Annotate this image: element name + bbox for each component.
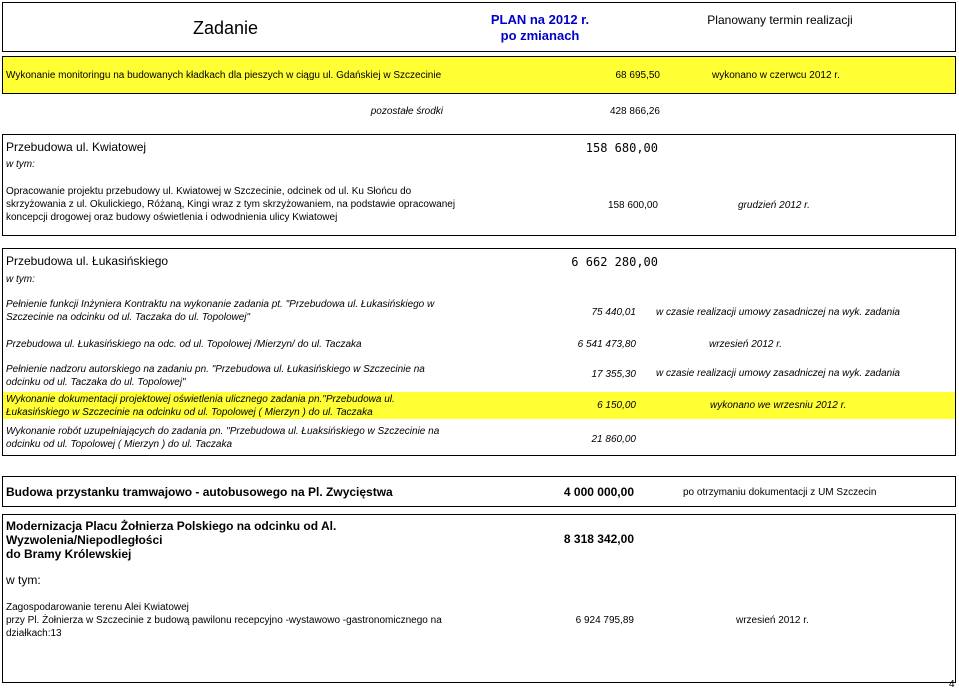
lukasinskiego-item3-line1: Pełnienie nadzoru autorskiego na zadaniu pn. "Przebudowa ul. Łukasińskiego w Szczecinie na (6, 364, 425, 375)
kwiatowa-desc-3: koncepcji drogowej oraz budowy oświetlenia i odwodnienia ulicy Kwiatowej (6, 212, 338, 223)
lukasinskiego-item1-line2: Szczecinie na odcinku od ul. Taczaka do ul. Topolowej" (6, 312, 251, 323)
wyzwolenia-title-2: Wyzwolenia/Niepodległości (6, 533, 163, 547)
lukasinskiego-item4-term: wykonano we wrzesniu 2012 r. (710, 400, 847, 411)
kwiatowa-title: Przebudowa ul. Kwiatowej (6, 140, 147, 154)
lukasinskiego-item4-line2: Łukasińskiego w Szczecinie na odcinku od ul. Topolowej ( Mierzyn ) do ul. Taczaka (6, 407, 373, 418)
tram-term: po otrzymaniu dokumentacji z UM Szczecin (683, 487, 877, 498)
lukasinskiego-item3-line2: odcinku od ul. Taczaka do ul. Topolowej" (6, 377, 186, 388)
lukasinskiego-item3-term: w czasie realizacji umowy zasadniczej na wyk. zadania (656, 368, 900, 379)
monitoring-task: Wykonanie monitoringu na budowanych kładkach dla pieszych w ciągu ul. Gdańskiej w Szczecinie (6, 70, 442, 81)
wyzwolenia-wtym: w tym: (6, 573, 41, 587)
lukasinskiego-item5-amount: 21 860,00 (591, 434, 636, 445)
lukasinskiego-item2-text: Przebudowa ul. Łukasińskiego na odc. od ul. Topolowej /Mierzyn/ do ul. Taczaka (6, 339, 362, 350)
wyzwolenia-item-amount: 6 924 795,89 (575, 615, 634, 626)
kwiatowa-desc-2: skrzyżowania z ul. Okulickiego, Różaną, Kingi wraz z tym skrzyżowaniem, na podstawie opracowanej (6, 199, 456, 210)
lukasinskiego-title: Przebudowa ul. Łukasińskiego (6, 254, 169, 268)
header-plan-label-2: po zmianach (500, 28, 580, 43)
lukasinskiego-wtym: w tym: (6, 274, 35, 285)
lukasinskiego-amount: 6 662 280,00 (571, 255, 658, 269)
lukasinskiego-item4-line1: Wykonanie dokumentacji projektowej oświetlenia ulicznego zadania pn."Przebudowa ul. (6, 394, 395, 405)
lukasinskiego-item3-amount: 17 355,30 (591, 369, 636, 380)
lukasinskiego-item4-amount: 6 150,00 (597, 400, 636, 411)
page-number: 4 (949, 679, 955, 690)
wyzwolenia-item-line2: przy Pl. Żołnierza w Szczecinie z budową pawilonu recepcyjno -wystawowo -gastronomicznego na (6, 615, 442, 626)
lukasinskiego-item5-line1: Wykonanie robót uzupełniających do zadania pn. "Przebudowa ul. Łuaksińskiego w Szczecinie na (6, 426, 440, 437)
wyzwolenia-item-line3: działkach:13 (6, 628, 62, 639)
remaining-label: pozostałe środki (370, 106, 443, 117)
wyzwolenia-item-line1: Zagospodarowanie terenu Alei Kwiatowej (6, 602, 189, 613)
tram-title: Budowa przystanku tramwajowo - autobusowego na Pl. Zwycięstwa (6, 485, 393, 499)
tram-amount: 4 000 000,00 (563, 485, 634, 499)
kwiatowa-item-term: grudzień 2012 r. (738, 200, 810, 211)
monitoring-amount: 68 695,50 (615, 70, 660, 81)
lukasinskiego-item2-amount: 6 541 473,80 (577, 339, 636, 350)
lukasinskiego-item5-line2: odcinku od ul. Topolowej ( Mierzyn ) do ul. Taczaka (6, 439, 233, 450)
lukasinskiego-item2-term: wrzesień 2012 r. (709, 339, 782, 350)
monitoring-term: wykonano w czerwcu 2012 r. (712, 70, 840, 81)
lukasinskiego-item1-term: w czasie realizacji umowy zasadniczej na wyk. zadania (656, 307, 900, 318)
kwiatowa-amount: 158 680,00 (585, 141, 658, 155)
lukasinskiego-item1-amount: 75 440,01 (591, 307, 636, 318)
lukasinskiego-item1-line1: Pełnienie funkcji Inżyniera Kontraktu na wykonanie zadania pt. "Przebudowa ul. Łukasińskiego w (6, 299, 435, 310)
header-plan-label-1: PLAN na 2012 r. (490, 12, 590, 27)
kwiatowa-desc-1: Opracowanie projektu przebudowy ul. Kwiatowej w Szczecinie, odcinek od ul. Ku Słońcu do (6, 186, 412, 197)
wyzwolenia-title-1: Modernizacja Placu Żołnierza Polskiego na odcinku od Al. (6, 519, 337, 533)
wyzwolenia-amount: 8 318 342,00 (563, 532, 634, 546)
kwiatowa-wtym: w tym: (6, 159, 35, 170)
header-task-label: Zadanie (193, 18, 259, 38)
header-term-label: Planowany termin realizacji (707, 13, 853, 27)
wyzwolenia-title-3: do Bramy Królewskiej (6, 547, 132, 561)
kwiatowa-item-amount: 158 600,00 (607, 200, 658, 211)
wyzwolenia-item-term: wrzesień 2012 r. (736, 615, 809, 626)
remaining-amount: 428 866,26 (609, 106, 660, 117)
